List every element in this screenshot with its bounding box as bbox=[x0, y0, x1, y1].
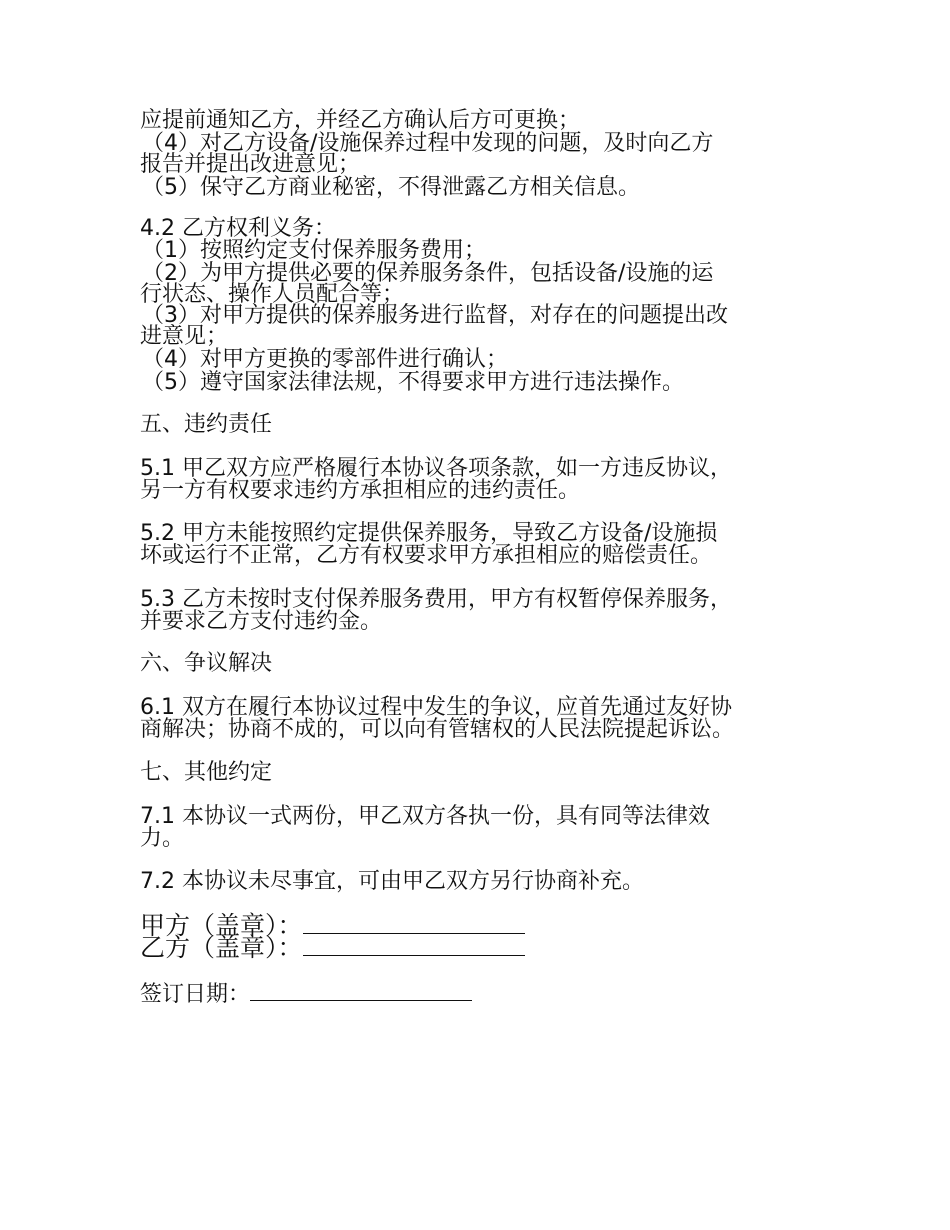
clause-6-1-line-1: 6.1 双方在履行本协议过程中发生的争议，应首先通过友好协 bbox=[140, 695, 732, 720]
clause-5-3-line-2: 并要求乙方支付违约金。 bbox=[140, 609, 383, 634]
clause-4-2-item-3-line-1: （3）对甲方提供的保养服务进行监督，对存在的问题提出改 bbox=[142, 303, 728, 328]
clause-4-2-item-4: （4）对甲方更换的零部件进行确认； bbox=[142, 347, 508, 372]
clause-4-2-item-1: （1）按照约定支付保养服务费用； bbox=[142, 238, 486, 263]
clause-4-1-item-4-line-1: （4）对乙方设备/设施保养过程中发现的问题，及时向乙方 bbox=[142, 131, 714, 156]
clause-5-2-line-1: 5.2 甲方未能按照约定提供保养服务，导致乙方设备/设施损 bbox=[140, 521, 718, 546]
section-6-heading: 六、争议解决 bbox=[140, 651, 273, 676]
section-5-heading: 五、违约责任 bbox=[140, 412, 273, 437]
clause-5-2-line-2: 坏或运行不正常，乙方有权要求甲方承担相应的赔偿责任。 bbox=[140, 543, 713, 568]
clause-4-1-item-4-line-2: 报告并提出改进意见； bbox=[140, 152, 361, 177]
section-7-heading: 七、其他约定 bbox=[140, 760, 273, 785]
clause-7-2: 7.2 本协议未尽事宜，可由甲乙双方另行协商补充。 bbox=[140, 869, 644, 894]
clause-4-1-item-5: （5）保守乙方商业秘密，不得泄露乙方相关信息。 bbox=[142, 175, 640, 200]
clause-7-1-line-1: 7.1 本协议一式两份，甲乙双方各执一份，具有同等法律效 bbox=[140, 804, 710, 829]
clause-5-3-line-1: 5.3 乙方未按时支付保养服务费用，甲方有权暂停保养服务， bbox=[140, 587, 732, 612]
signing-date-label: 签订日期： bbox=[140, 982, 251, 1007]
clause-4-2-title: 4.2 乙方权利义务： bbox=[140, 216, 336, 241]
party-a-label: 甲方（盖章）： bbox=[140, 911, 303, 940]
clause-5-1-line-2: 另一方有权要求违约方承担相应的违约责任。 bbox=[140, 478, 581, 503]
clause-4-2-item-5: （5）遵守国家法律法规，不得要求甲方进行违法操作。 bbox=[142, 370, 684, 395]
party-b-signature-row bbox=[140, 935, 525, 960]
party-b-label: 乙方（盖章）： bbox=[140, 933, 303, 962]
signing-date-blank[interactable] bbox=[250, 980, 472, 1001]
clause-4-2-item-2-line-2: 行状态、操作人员配合等； bbox=[140, 282, 405, 307]
clause-7-1-line-2: 力。 bbox=[140, 826, 185, 851]
party-b-signature-blank[interactable] bbox=[303, 935, 525, 956]
signing-date-row bbox=[140, 980, 472, 1006]
clause-4-2-item-2-line-1: （2）为甲方提供必要的保养服务条件，包括设备/设施的运 bbox=[142, 261, 714, 286]
clause-5-1-line-1: 5.1 甲乙双方应严格履行本协议各项条款，如一方违反协议， bbox=[140, 456, 732, 481]
party-a-signature-blank[interactable] bbox=[303, 913, 525, 934]
clause-4-2-item-3-line-2: 进意见； bbox=[140, 324, 229, 349]
clause-4-1-continuation: 应提前通知乙方，并经乙方确认后方可更换； bbox=[140, 108, 581, 133]
clause-6-1-line-2: 商解决；协商不成的，可以向有管辖权的人民法院提起诉讼。 bbox=[140, 717, 735, 742]
